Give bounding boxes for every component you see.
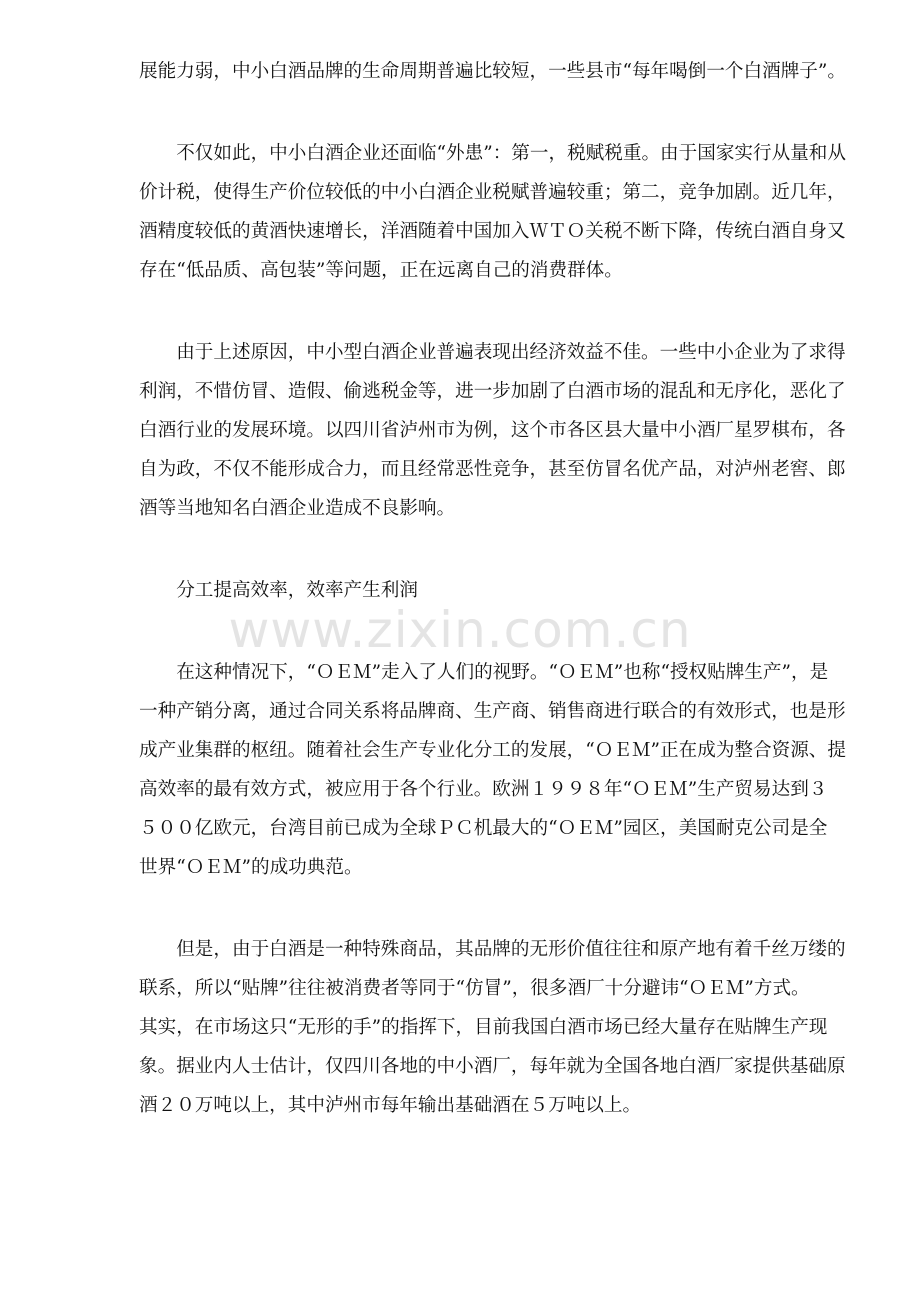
paragraph-2-line-2: 价计税，使得生产价位较低的中小白酒企业税赋普遍较重；第二，竞争加剧。近几年，: [139, 182, 846, 203]
paragraph-3-line-5: 酒等当地知名白酒企业造成不良影响。: [139, 498, 456, 519]
paragraph-3-line-1: 由于上述原因，中小型白酒企业普遍表现出经济效益不佳。一些中小企业为了求得: [139, 342, 846, 363]
paragraph-2-line-3: 酒精度较低的黄酒快速增长，洋酒随着中国加入ＷＴＯ关税不断下降，传统白酒自身又: [139, 221, 846, 242]
paragraph-5-line-5: ５００亿欧元，台湾目前已成为全球ＰＣ机最大的“ＯＥＭ”园区，美国耐克公司是全: [139, 818, 828, 839]
paragraph-5-line-4: 高效率的最有效方式，被应用于各个行业。欧洲１９９８年“ＯＥＭ”生产贸易达到３: [139, 779, 828, 800]
paragraph-6-line-5: 酒２０万吨以上，其中泸州市每年输出基础酒在５万吨以上。: [139, 1095, 642, 1116]
paragraph-1-line-1: 展能力弱，中小白酒品牌的生命周期普遍比较短，一些县市“每年喝倒一个白酒牌子”。: [139, 61, 846, 82]
paragraph-6-line-1: 但是，由于白酒是一种特殊商品，其品牌的无形价值往往和原产地有着千丝万缕的: [139, 939, 846, 960]
paragraph-5-line-1: 在这种情况下，“ＯＥＭ”走入了人们的视野。“ＯＥＭ”也称“授权贴牌生产”，是: [139, 662, 829, 683]
paragraph-5-line-2: 一种产销分离，通过合同关系将品牌商、生产商、销售商进行联合的有效形式，也是形: [139, 701, 846, 722]
section-heading: 分工提高效率，效率产生利润: [139, 580, 418, 601]
paragraph-3-line-4: 自为政，不仅不能形成合力，而且经常恶性竞争，甚至仿冒名优产品，对泸州老窖、郎: [139, 459, 846, 480]
paragraph-3-line-2: 利润，不惜仿冒、造假、偷逃税金等，进一步加剧了白酒市场的混乱和无序化，恶化了: [139, 381, 846, 402]
watermark: www.zixin.com.cn: [228, 601, 692, 659]
paragraph-6-line-2: 联系，所以“贴牌”往往被消费者等同于“仿冒”，很多酒厂十分避讳“ＯＥＭ”方式。: [139, 978, 810, 999]
paragraph-2-line-4: 存在“低品质、高包装”等问题，正在远离自己的消费群体。: [139, 260, 623, 281]
paragraph-5-line-6: 世界“ＯＥＭ”的成功典范。: [139, 857, 363, 878]
paragraph-3-line-3: 白酒行业的发展环境。以四川省泸州市为例，这个市各区县大量中小酒厂星罗棋布，各: [139, 420, 846, 441]
paragraph-2-line-1: 不仅如此，中小白酒企业还面临“外患”：第一，税赋税重。由于国家实行从量和从: [139, 143, 846, 164]
paragraph-6-line-4: 象。据业内人士估计，仅四川各地的中小酒厂，每年就为全国各地白酒厂家提供基础原: [139, 1056, 846, 1077]
paragraph-6-line-3: 其实，在市场这只“无形的手”的指挥下，目前我国白酒市场已经大量存在贴牌生产现: [139, 1017, 828, 1038]
paragraph-5-line-3: 成产业集群的枢纽。随着社会生产专业化分工的发展，“ＯＥＭ”正在成为整合资源、提: [139, 740, 846, 761]
